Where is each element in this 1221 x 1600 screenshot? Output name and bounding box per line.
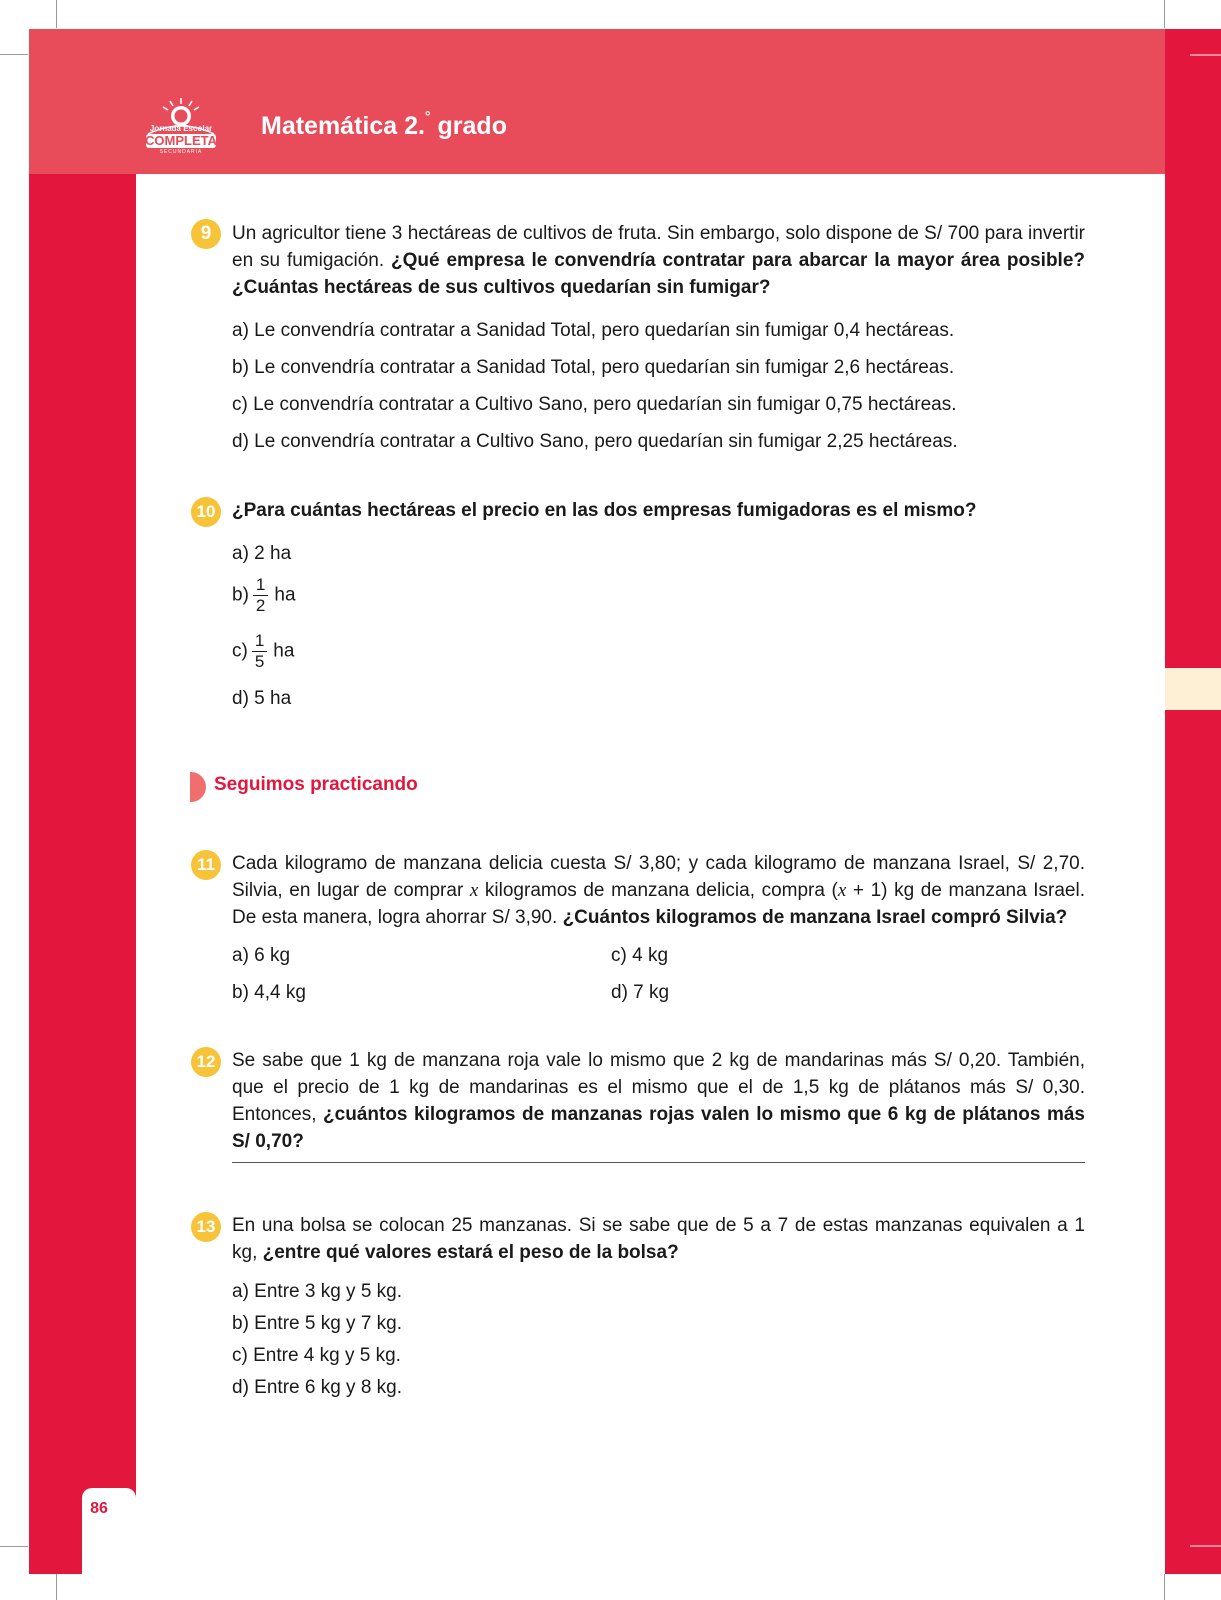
q9-question: ¿Qué empresa le convendría contratar para abarcar la mayor área posible? ¿Cuántas hectáreas de sus cultivos quedarían sin fumigar?: [232, 250, 1086, 298]
q11-question: ¿Cuántos kilogramos de manzana Israel compró Silvia?: [562, 907, 1068, 928]
fraction-denominator: 5: [254, 652, 265, 671]
answer-option: a) Entre 3 kg y 5 kg.: [232, 1281, 403, 1302]
unit: ha: [273, 640, 295, 662]
crop-mark: [56, 1574, 57, 1600]
crop-mark: [1164, 1574, 1165, 1600]
q11-statement: + 1) kg de manzana Israel. De esta manera, logra ahorrar S/ 3,90.: [232, 880, 1086, 928]
answer-option-fraction: [232, 575, 296, 616]
answer-option: b) Le convendría contratar a Sanidad Total, pero quedarían sin fumigar 2,6 hectáreas.: [232, 357, 955, 378]
logo-text-main: COMPLETA: [145, 133, 217, 148]
title-ordinal: °: [424, 108, 431, 124]
q11-statement: kilogramos de manzana delicia, compra (: [478, 880, 838, 901]
section-tab: [1165, 668, 1221, 710]
fraction: [253, 575, 268, 616]
answer-option: c) Le convendría contratar a Cultivo Sano, pero quedarían sin fumigar 0,75 hectáreas.: [232, 394, 957, 415]
q11-statement: Cada kilogramo de manzana delicia cuesta S/ 3,80; y cada kilogramo de manzana Israel, S/ 2,70. Silvia, en lugar de comprar: [232, 853, 1085, 901]
right-margin-band: [1165, 29, 1221, 1574]
q9-statement: Un agricultor tiene 3 hectáreas de cultivos de fruta. Sin embargo, solo dispone de S/ 700 para invertir en su fumigación.: [232, 223, 1085, 271]
question-number-badge: 10: [191, 497, 221, 527]
fraction: [252, 631, 267, 672]
q10-question: ¿Para cuántas hectáreas el precio en las dos empresas fumigadoras es el mismo?: [232, 500, 977, 521]
option-letter: b): [232, 584, 249, 606]
answer-option: a) 2 ha: [232, 543, 292, 564]
q12-statement: Se sabe que 1 kg de manzana roja vale lo mismo que 2 kg de mandarinas más S/ 0,20. También, que el precio de 1 kg de mandarinas es el mismo que el de 1,5 kg de plátanos más S/ 0,30. Entonces,: [232, 1050, 1085, 1125]
section-label: Seguimos practicando: [214, 774, 418, 795]
fraction-numerator: 1: [252, 631, 267, 652]
page-title: [261, 108, 507, 141]
answer-option-fraction: [232, 631, 294, 672]
q13-question: ¿entre qué valores estará el peso de la bolsa?: [262, 1242, 679, 1263]
page-number: 86: [90, 1500, 108, 1517]
answer-option: d) Le convendría contratar a Cultivo Sano, pero quedarían sin fumigar 2,25 hectáreas.: [232, 431, 958, 452]
right-trim-line: [1190, 1545, 1221, 1547]
unit: ha: [274, 584, 296, 606]
question-9-text: [232, 220, 1085, 301]
question-number-badge: 9: [191, 219, 221, 249]
fraction-numerator: 1: [253, 575, 268, 596]
crop-mark: [56, 0, 57, 28]
left-margin-band: [29, 174, 136, 1574]
answer-option: d) 5 ha: [232, 688, 292, 709]
question-11-text: [232, 850, 1085, 931]
question-13-text: [232, 1212, 1085, 1266]
question-10-text: [232, 497, 1085, 524]
title-main: Matemática 2.: [261, 112, 425, 140]
title-suffix: grado: [430, 112, 507, 140]
answer-option: d) Entre 6 kg y 8 kg.: [232, 1377, 403, 1398]
section-marker: [190, 772, 206, 802]
crop-mark: [0, 1546, 28, 1547]
question-number-badge: 12: [191, 1047, 221, 1077]
answer-option: b) Entre 5 kg y 7 kg.: [232, 1313, 403, 1334]
crop-mark: [0, 54, 28, 55]
answer-option: c) Entre 4 kg y 5 kg.: [232, 1345, 401, 1366]
question-number-badge: 13: [191, 1212, 221, 1242]
answer-option: a) Le convendría contratar a Sanidad Total, pero quedarían sin fumigar 0,4 hectáreas.: [232, 320, 955, 341]
option-letter: c): [232, 640, 248, 662]
q12-question: ¿cuántos kilogramos de manzanas rojas valen lo mismo que 6 kg de plátanos más S/ 0,70?: [232, 1104, 1085, 1152]
question-number-badge: 11: [191, 850, 221, 880]
logo-text-top: Jornada Escolar: [149, 124, 213, 133]
answer-option: b) 4,4 kg: [232, 982, 306, 1003]
right-trim-line: [1190, 54, 1221, 56]
answer-line[interactable]: [232, 1162, 1085, 1163]
variable: x: [469, 880, 479, 901]
variable: x: [837, 880, 847, 901]
q13-statement: En una bolsa se colocan 25 manzanas. Si se sabe que de 5 a 7 de estas manzanas equivalen a 1 kg,: [232, 1215, 1085, 1263]
crop-mark: [1164, 0, 1165, 28]
fraction-denominator: 2: [255, 596, 266, 615]
jornada-escolar-logo: [140, 96, 222, 158]
answer-option: c) 4 kg: [611, 945, 669, 966]
answer-option: a) 6 kg: [232, 945, 291, 966]
logo-text-bottom: SECUNDARIA: [159, 149, 203, 155]
question-12-text: [232, 1047, 1085, 1155]
answer-option: d) 7 kg: [611, 982, 670, 1003]
